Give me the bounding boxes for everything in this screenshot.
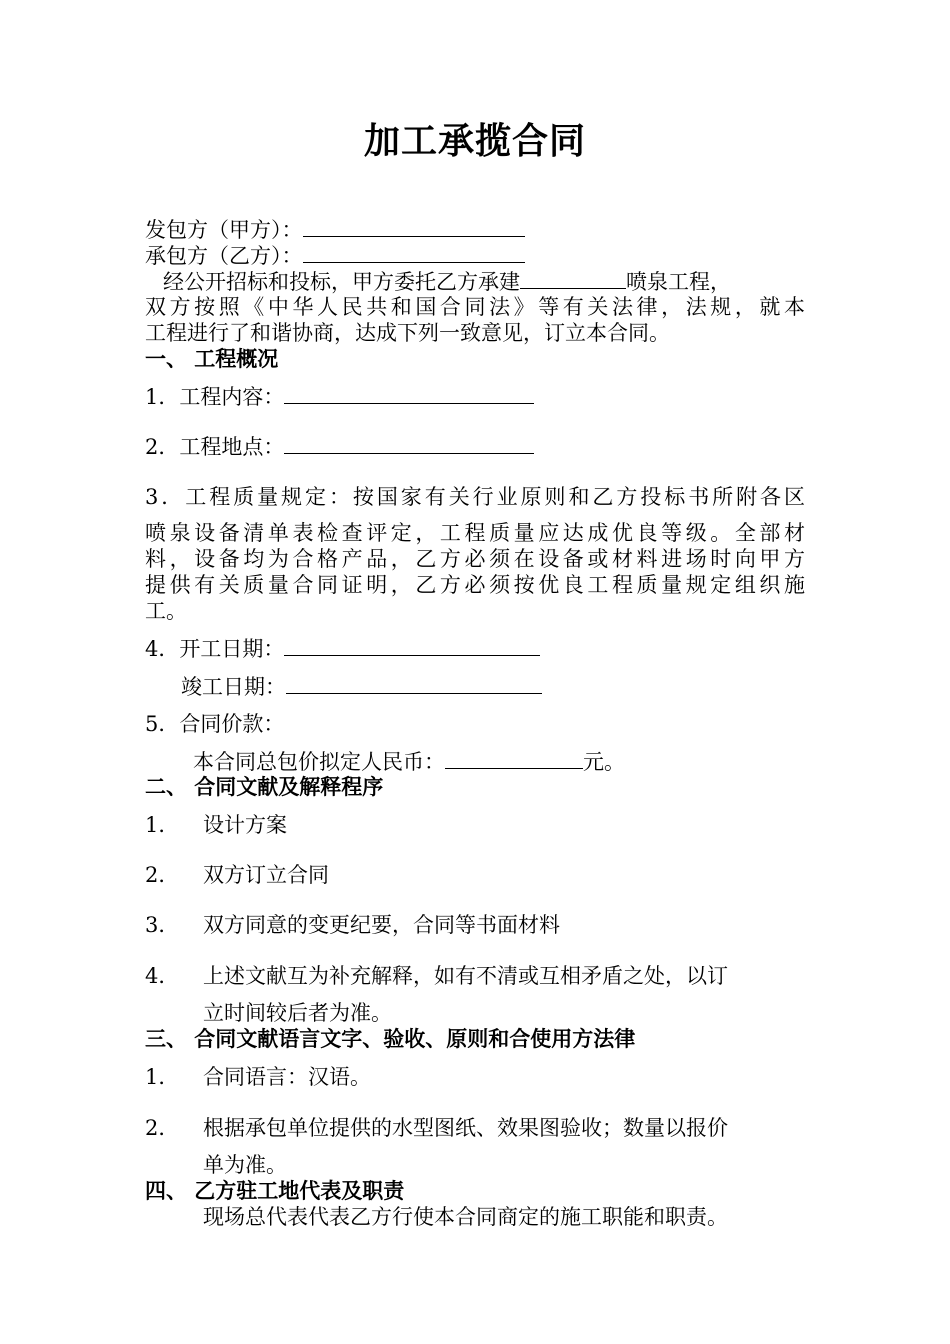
party-a-line	[145, 216, 525, 243]
intro-line-2: 双方按照《中华人民共和国合同法》等有关法律，法规，就本	[145, 295, 805, 319]
section-3-heading: 三、 合同文献语言文字、验收、原则和合使用方法律	[145, 1026, 636, 1051]
doc-item-4: 4． 上述文献互为补充解释，如有不清或互相矛盾之处，以订	[145, 964, 728, 988]
party-b-blank	[303, 242, 525, 263]
quality-line-2: 喷泉设备清单表检查评定，工程质量应达成优良等级。全部材	[145, 521, 805, 545]
section-4-text: 现场总代表代表乙方行使本合同商定的施工职能和职责。	[203, 1205, 728, 1229]
party-a-label: 发包方（甲方）：	[145, 218, 303, 242]
quality-line-1: 3．工程质量规定：按国家有关行业原则和乙方投标书所附各区	[145, 485, 805, 509]
lang-item-1: 1． 合同语言：汉语。	[145, 1065, 371, 1089]
intro-line-3: 工程进行了和谐协商，达成下列一致意见，订立本合同。	[145, 321, 670, 345]
project-name-blank	[520, 268, 626, 289]
quality-line-5: 工。	[145, 599, 187, 623]
project-location-blank	[284, 433, 534, 454]
lang-item-2-cont: 单为准。	[203, 1153, 287, 1177]
start-date-blank	[284, 635, 540, 656]
completion-date-blank	[286, 673, 542, 694]
contract-price-line: 5．合同价款：	[145, 712, 285, 736]
party-a-blank	[303, 216, 525, 237]
price-amount-blank	[445, 748, 583, 769]
contract-price-amount-line: 本合同总包价拟定人民币： 元。	[193, 750, 625, 774]
document-title: 加工承揽合同	[363, 120, 586, 162]
quality-line-4: 提供有关质量合同证明，乙方必须按优良工程质量规定组织施	[145, 573, 805, 597]
doc-item-1: 1． 设计方案	[145, 813, 287, 837]
party-b-label: 承包方（乙方）：	[145, 244, 303, 268]
doc-item-4-cont: 立时间较后者为准。	[203, 1001, 392, 1025]
doc-item-2: 2． 双方订立合同	[145, 863, 329, 887]
project-location-line: 2．工程地点：	[145, 433, 534, 460]
lang-item-2: 2． 根据承包单位提供的水型图纸、效果图验收；数量以报价	[145, 1116, 728, 1140]
intro-line-1: 经公开招标和投标，甲方委托乙方承建 喷泉工程，	[163, 270, 731, 294]
quality-line-3: 料，设备均为合格产品，乙方必须在设备或材料进场时向甲方	[145, 547, 805, 571]
party-b-line	[145, 242, 525, 269]
project-content-line: 1．工程内容：	[145, 383, 534, 410]
doc-item-3: 3． 双方同意的变更纪要，合同等书面材料	[145, 913, 560, 937]
section-1-heading: 一、 工程概况	[145, 346, 279, 371]
start-date-line: 4．开工日期：	[145, 635, 540, 662]
completion-date-line: 竣工日期：	[181, 673, 542, 700]
project-content-blank	[284, 383, 534, 404]
section-4-heading: 四、 乙方驻工地代表及职责	[145, 1178, 405, 1203]
section-2-heading: 二、 合同文献及解释程序	[145, 774, 384, 799]
